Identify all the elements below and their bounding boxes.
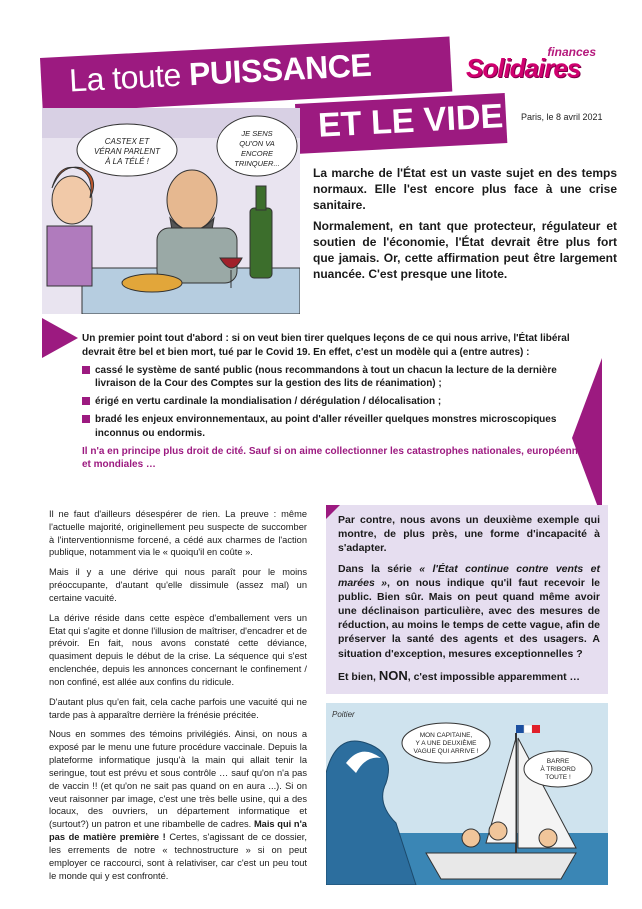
box-text: , c'est impossible apparemment … xyxy=(407,670,581,683)
bubble-reply-text-2: À TRIBORD xyxy=(540,766,576,773)
lead-paragraphs xyxy=(313,165,617,286)
bubble-man-text-3: ENCORE xyxy=(240,149,274,158)
title-part-b: PUISSANCE xyxy=(188,46,372,93)
solidaires-logo xyxy=(466,45,616,85)
bullet-text: cassé le système de santé public (nous recommandons à tout un chacun la lecture de la dernière livraison de la Cour des Comptes sur la gestion des lits de réanimation) ; xyxy=(95,364,557,390)
title-part-a: La toute xyxy=(68,56,191,99)
logo-finances: finances xyxy=(547,45,596,59)
highlight-box xyxy=(326,505,608,694)
points-closing: Il n'a en principe plus droit de cité. Sauf si on aime collectionner les catastrophes nationales, européennes et mondiales … xyxy=(82,445,589,471)
bubble-man-text-2: QU'ON VA xyxy=(239,139,275,148)
cartoon-couple-tv xyxy=(42,108,300,314)
body-paragraph: Il ne faut d'ailleurs désespérer de rien. La preuve : même l'actuelle majorité, originellement peu suspecte de succomber à l'interventionnisme forcené, a cédé aux charmes de l'action publique, notamment via le « quoiqu'il en coûte ». xyxy=(49,509,307,558)
box-paragraph xyxy=(338,562,600,661)
title-banner-2 xyxy=(295,93,507,154)
lead-paragraph: Normalement, en tant que protecteur, régulateur et soutien de l'économie, l'État devrait être plus fort que jamais. Or, cette affirmation peut être largement nuancée. C'est presque une litote. xyxy=(313,218,617,282)
box-paragraph: Par contre, nous avons un deuxième exemple qui montre, de plus près, une forme d'incapacité à s'adapter. xyxy=(338,514,600,555)
bubble-woman-text: CASTEX ET xyxy=(104,137,150,146)
box-text: Et bien, xyxy=(338,670,379,683)
body-text: Certes, s'agissant de ce dossier, les errements de notre « technostructure » si on peut employer ce raccourci, sont à relativiser, car c'est un peu tout le monde qui y est confronté. xyxy=(49,832,307,881)
box-italic-text: « l'État continue contre vents et marées » xyxy=(338,562,600,589)
page-title-line2: ET LE VIDE xyxy=(317,97,505,145)
bubble-captain-text-3: VAGUE QUI ARRIVE ! xyxy=(413,748,479,755)
left-column xyxy=(49,508,307,889)
box-paragraph xyxy=(338,667,600,685)
points-content xyxy=(82,332,590,472)
body-bold-text: Mais qui n'a pas de matière première ! xyxy=(49,819,307,843)
box-non-text: NON xyxy=(378,667,408,683)
body-paragraph: Mais il y a une dérive qui nous paraît pour le moins préoccupante, d'autant qu'elle dissimule (assez mal) un certaine vacuité. xyxy=(49,567,307,603)
logo-solidaires: Solidaires xyxy=(466,53,581,83)
bubble-reply-text-3: TOUTE ! xyxy=(545,774,571,781)
bubble-man-text-4: TRINQUER... xyxy=(234,159,280,168)
lead-paragraph: La marche de l'État est un vaste sujet en des temps normaux. Elle l'est encore plus face à une crise sanitaire. xyxy=(313,166,617,213)
square-bullet-icon xyxy=(82,415,90,423)
list-item xyxy=(82,413,590,441)
body-paragraph xyxy=(49,728,307,882)
cartoon-signature: Poitier xyxy=(332,710,355,719)
bubble-man-text: JE SENS xyxy=(241,129,273,138)
box-text: , on nous indique qu'il faut recevoir le public. Bien sûr. Mais on peut quand même avoir une déclinaison particulière, avec des mesures de réduction, au moins le temps de cette vague, afin de préserver la santé des agents et des usagers. A situation d'exception, mesures exceptionnelles ? xyxy=(338,576,600,660)
cartoon-sailboat-wave xyxy=(326,703,608,885)
page-title-line1 xyxy=(68,47,372,100)
list-item xyxy=(82,364,590,392)
bubble-captain-text: MON CAPITAINE, xyxy=(419,732,473,739)
list-item xyxy=(82,395,590,409)
bubble-captain-text-2: Y A UNE DEUXIÈME xyxy=(415,740,477,747)
box-text: Dans la série xyxy=(338,562,420,575)
bullet-text: bradé les enjeux environnementaux, au point d'aller réveiller quelques monstres microscopiques inconnus ou endormis. xyxy=(95,413,557,439)
body-paragraph: La dérive réside dans cette espèce d'emballement vers un Etat qui s'agite et donne l'illusion de maîtriser, d'encadrer et de prévoir. En fait, nous avons constaté cette déviance, quasiment depuis le début de la crise. La séquence qui s'est enclenchée, depuis les annonces concernant le confinement / non confiné, est allée aux confins du ridicule. xyxy=(49,612,307,687)
bullet-text: érigé en vertu cardinale la mondialisation / dérégulation / délocalisation ; xyxy=(95,396,442,408)
square-bullet-icon xyxy=(82,366,90,374)
points-intro: Un premier point tout d'abord : si on veut bien tirer quelques leçons de ce qui nous arrive, l'État libéral devrait être bel et bien mort, tué par le Covid 19. En effet, c'est un modèle qui a (entre autres) : xyxy=(82,333,570,358)
square-bullet-icon xyxy=(82,397,90,405)
bubble-woman-text-3: À LA TÉLÉ ! xyxy=(105,157,149,166)
bubble-woman-text-2: VÉRAN PARLENT xyxy=(93,147,161,156)
triangle-left-decoration xyxy=(42,318,78,358)
body-paragraph: D'autant plus qu'en fait, cela cache parfois une vacuité qui ne tarde pas à apparaître derrière la frénésie précitée. xyxy=(49,696,307,720)
body-text: Nous en sommes des témoins privilégiés. Ainsi, on nous a exposé par le menu une future procédure vaccinale. Depuis la plateforme informatique jusqu'à la main qui allait tenir la seringue, tout est prévu et sous contrôle … sauf qu'on n'a pas de vaccin !! (et qu'on ne sait pas quand on en aura ...). Si on veut raisonner par image, c'est une très belle usine, qui a des locaux, des ouvriers, un département informatique et (surtout?) un patron et une ribambelle de cadres. xyxy=(49,729,307,830)
bubble-reply-text: BARRE xyxy=(546,758,570,765)
date: Paris, le 8 avril 2021 xyxy=(521,112,603,122)
highlight-box-content xyxy=(338,513,600,690)
